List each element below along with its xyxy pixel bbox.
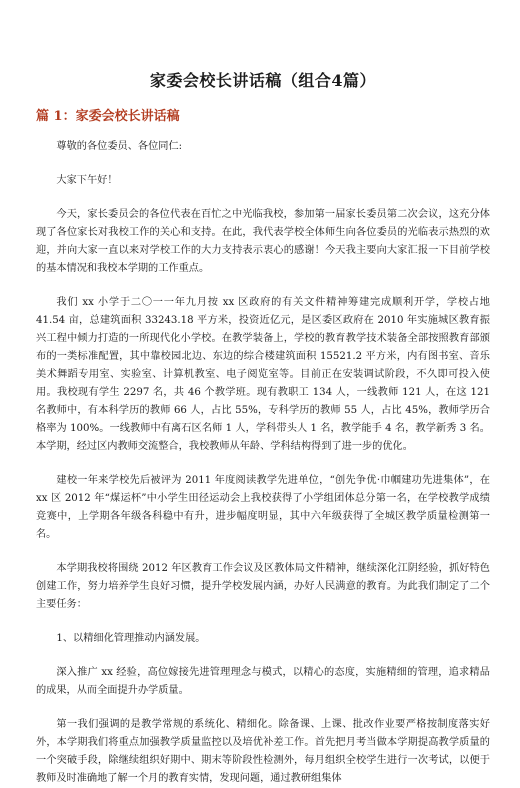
body-paragraph: 第一我们强调的是教学常规的系统化、精细化。除备课、上课、批改作业要严格按制度落实好外，本学期我们将重点加强教学质量监控以及培优补差工作。首先把月考当做本学期提高教学质量的一个突破手段，除继续组织好期中、期末等阶段性检测外，每月组织全校学生进行一次考试，以便于教师及时准确地了解一个月的教育实情，发现问题，通过教研组集体 bbox=[36, 719, 490, 784]
body-paragraph: 深入推广 xx 经验，高位嫁接先进管理理念与模式，以精心的态度，实施精细的管理，追求精品的成果，从而全面提升办学质量。 bbox=[36, 667, 490, 696]
greeting: 大家下午好！ bbox=[56, 175, 118, 186]
section-heading: 篇 1：家委会校长讲话稿 bbox=[36, 109, 180, 124]
body-paragraph: 今天，家长委员会的各位代表在百忙之中光临我校，参加第一届家长委员第二次会议，这充分体现了各位家长对我校工作的关心和支持。在此，我代表学校全体师生向各位委员的光临表示热烈的欢迎，并向大家一直以来对学校工作的大力支持表示衷心的感谢！今天我主要向大家汇报一下目前学校的基本情况和我校本学期的工作重点。 bbox=[36, 209, 490, 274]
body-paragraph: 本学期我校将围绕 2012 年区教育工作会议及区教体局文件精神，继续深化江阴经验，抓好特色创建工作，努力培养学生良好习惯，提升学校发展内涵，办好人民满意的教育。为此我们制定了二个主要任务： bbox=[36, 563, 490, 610]
body-paragraph: 我们 xx 小学于二〇一一年九月按 xx 区政府的有关文件精神筹建完成顺利开学，学校占地 41.54 亩，总建筑面积 33243.18 平方米，投资近亿元，是区委区政府在 2010 年实施城区教育振兴工程中倾力打造的一所现代化小学校。在教学装备上，学校的教育教学技术装备全部按照教育部颁布的一类标准配置，其中靠校园北边、东边的综合楼建筑面积 15521.2 平方米，内有图书室、音乐美术舞蹈专用室、实验室、计算机教室、电子阅览室等。目前正在安装调试阶段，不久即可投入使用。我校现有学生 2297 名，共 46 个教学班。现有教职工 134 人，一线教师 121 人，在这 121 名教师中，有本科学历的教师 66 人，占比 55%，专科学历的教师 55 人，占比 45%，教师学历合格率为 100%。一线教师中有离石区名师 1 人，学科带头人 1 名，教学能手 4 名，教学新秀 3 名。本学期，经过区内教师交流整合，我校教师从年龄、学科结构得到了进一步的优化。 bbox=[36, 297, 490, 452]
salutation: 尊敬的各位委员、各位同仁: bbox=[56, 141, 183, 152]
document-title: 家委会校长讲话稿（组合4篇） bbox=[149, 71, 377, 90]
body-paragraph: 建校一年来学校先后被评为 2011 年度阅读教学先进单位，“创先争优·巾帼建功先进集体”，在 xx 区 2012 年“煤运杯”中小学生田径运动会上我校获得了小学组团体总分第一名，在学校教学成绩竞赛中，上学期各年级各科稳中有升，进步幅度明显，其中六年级获得了全城区教学质量检测第一名。 bbox=[36, 475, 490, 540]
subheading: 1、以精细化管理推动内涵发展。 bbox=[56, 633, 206, 644]
